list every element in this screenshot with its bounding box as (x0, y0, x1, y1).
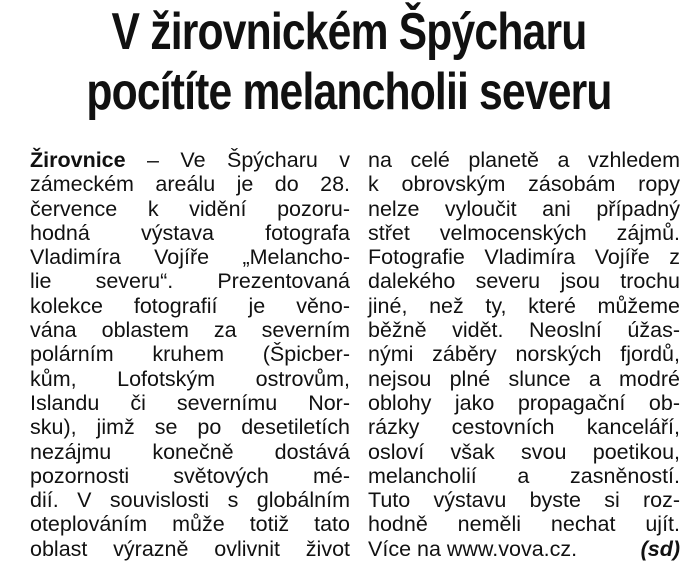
text-line: nezájmu konečně dostává (30, 439, 350, 464)
text-line: hodně neměli nechat ujít. (368, 512, 680, 537)
text-line: oteplováním může totiž tato (30, 512, 350, 537)
text-line: Islandu či severnímu Nor- (30, 390, 350, 415)
text-line: dalekého severu jsou trochu (368, 269, 680, 294)
text-line: Tuto výstavu byste si roz- (368, 488, 680, 513)
text-line: vána oblastem za severním (30, 318, 350, 343)
text-line: melancholií a zasněností. (368, 463, 680, 488)
text-line: rázky cestovních kanceláří, (368, 415, 680, 440)
text-line: běžně vidět. Neoslní úžas- (368, 318, 680, 343)
text-line (30, 148, 350, 172)
text-line: lie severu“. Prezentovaná (30, 269, 350, 294)
text-line: dií. V souvislosti s globálním (30, 488, 350, 513)
text-line-final (368, 537, 680, 561)
text-line: nejsou plné slunce a modré (368, 366, 680, 391)
headline-line-1: V žirovnickém Špýcharu (111, 3, 587, 61)
website-link-text: Více na www.vova.cz. (368, 536, 578, 561)
headline-line-2: pocítíte melancholii severu (86, 63, 612, 121)
text-line: hodná výstava fotografa (30, 220, 350, 245)
text-line: k obrovským zásobám ropy (368, 172, 680, 197)
text-line: polárním kruhem (Špicber- (30, 342, 350, 367)
text-line: jiné, než ty, které můžeme (368, 293, 680, 318)
text-line: Fotografie Vladimíra Vojíře z (368, 245, 680, 270)
text-line: oblohy jako propagační ob- (368, 390, 680, 415)
author-signature: (sd) (640, 536, 680, 561)
text-line: na celé planetě a vzhledem (368, 148, 680, 172)
text-line: kům, Lofotským ostrovům, (30, 366, 350, 391)
text-line: nými záběry norských fjordů, (368, 342, 680, 367)
text-line: oblast výrazně ovlivnit život (30, 536, 350, 561)
article-column-right (368, 148, 680, 561)
text-line: osloví však svou poetikou, (368, 439, 680, 464)
text-line-content: – Ve Špýcharu v (125, 148, 350, 172)
text-line: července k vidění pozoru- (30, 196, 350, 221)
text-line: Vladimíra Vojíře „Melancho- (30, 245, 350, 270)
text-line: nelze vyloučit ani případný (368, 196, 680, 221)
article-lead: Žirovnice (30, 148, 126, 172)
text-line: střet velmocenských zájmů. (368, 220, 680, 245)
article-column-left (30, 148, 350, 561)
text-line: zámeckém areálu je do 28. (30, 172, 350, 197)
text-line: pozornosti světových mé- (30, 463, 350, 488)
headline (0, 2, 698, 122)
text-line: kolekce fotografií je věno- (30, 293, 350, 318)
text-line: sku), jimž se po desetiletích (30, 415, 350, 440)
